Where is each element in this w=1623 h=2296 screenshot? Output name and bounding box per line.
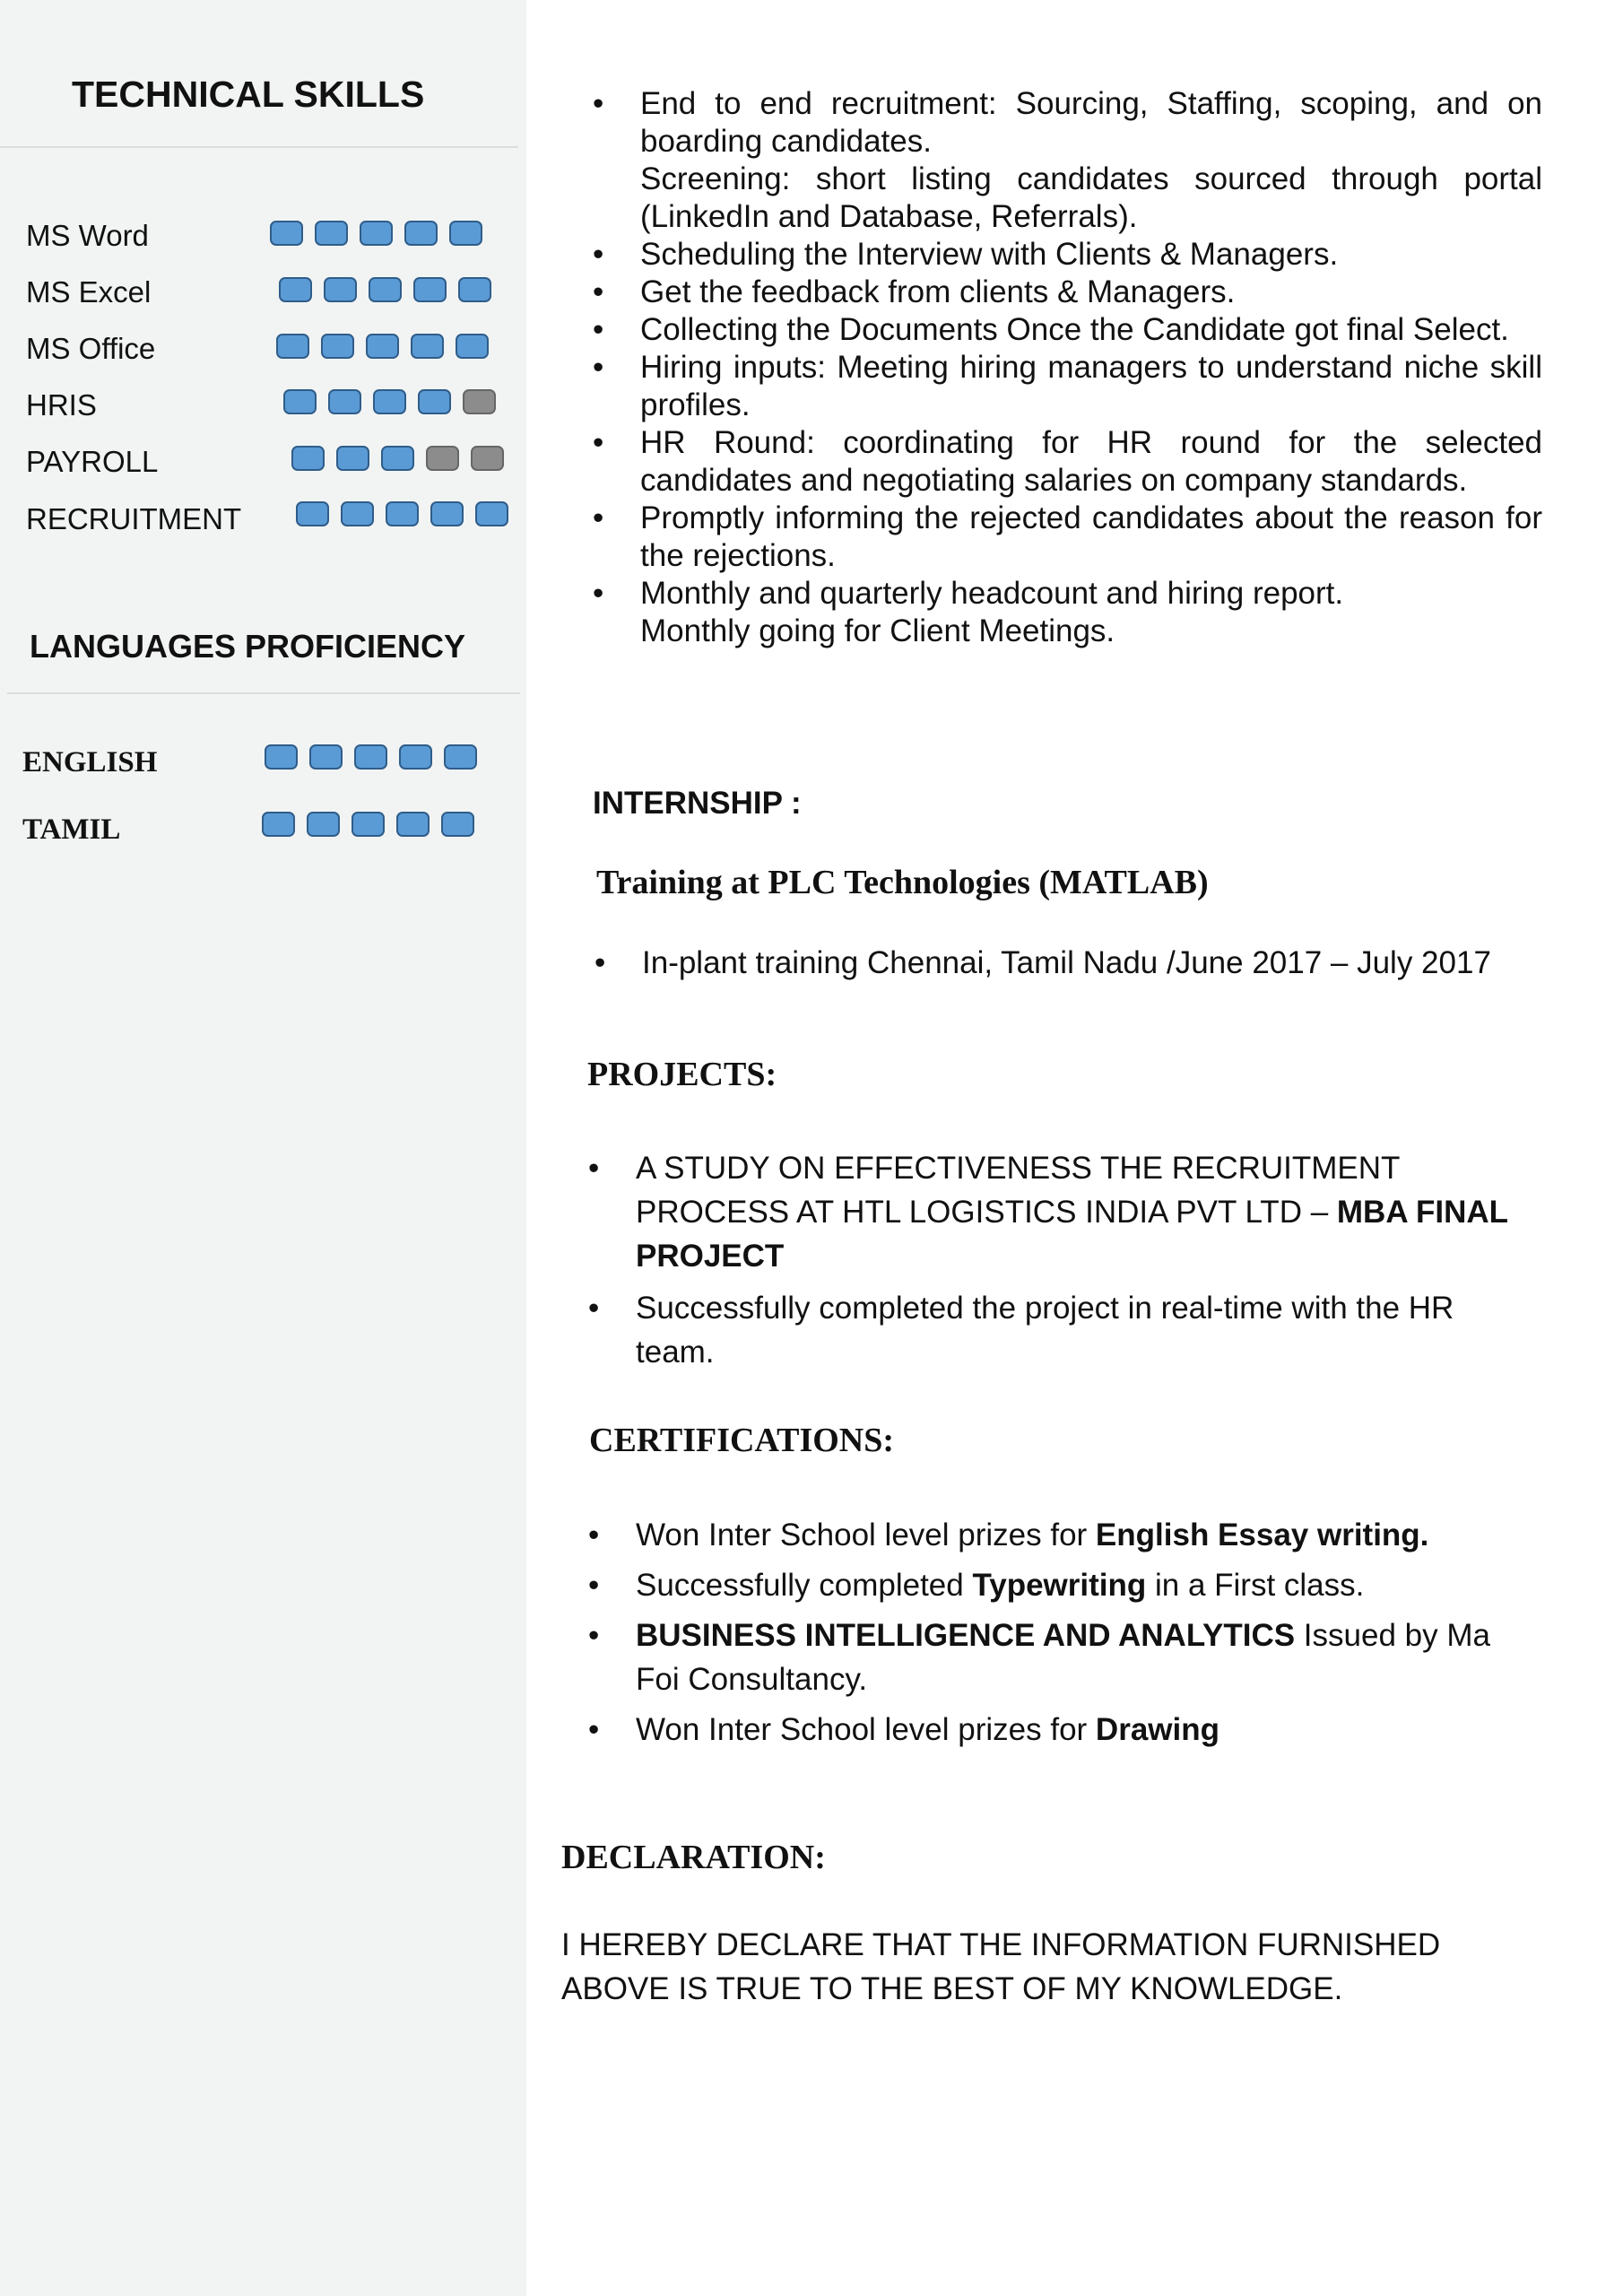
rating-dot-filled: [404, 221, 438, 246]
rating-dot-filled: [328, 389, 361, 414]
cert-text: Successfully completed: [636, 1568, 973, 1603]
rating-dot-filled: [315, 221, 348, 246]
language-rating: [265, 744, 477, 770]
cert-text: Issued by Ma Foi Consultancy.: [636, 1618, 1490, 1697]
list-item: • Successfully completed the project in real-time with the HR team.: [636, 1286, 1532, 1374]
rating-dot-filled: [307, 812, 340, 837]
rating-dot-empty: [471, 446, 504, 471]
divider: [7, 692, 520, 694]
rating-dot-filled: [381, 446, 414, 471]
rating-dot-filled: [296, 501, 329, 526]
rating-dot-filled: [336, 446, 369, 471]
rating-dot-filled: [265, 744, 298, 770]
rating-dot-filled: [366, 334, 399, 359]
rating-dot-filled: [341, 501, 374, 526]
list-item: Monthly going for Client Meetings.: [640, 613, 1115, 648]
list-item: [636, 1708, 1532, 1752]
skill-rating: [276, 334, 489, 359]
list-item: • In-plant training Chennai, Tamil Nadu /June 2017 – July 2017: [642, 944, 1593, 982]
rating-dot-filled: [309, 744, 343, 770]
list-item: [636, 1513, 1532, 1557]
cert-emphasis: Typewriting: [972, 1568, 1147, 1603]
rating-dot-filled: [270, 221, 303, 246]
skill-rating: [279, 277, 491, 302]
rating-dot-filled: [360, 221, 393, 246]
list-item: • Scheduling the Interview with Clients & Managers.: [640, 236, 1542, 274]
certifications-title: CERTIFICATIONS:: [589, 1422, 895, 1459]
list-item: • Promptly informing the rejected candidates about the reason for the rejections.: [640, 500, 1542, 575]
rating-dot-filled: [396, 812, 430, 837]
rating-dot-filled: [262, 812, 295, 837]
skill-rating: [296, 501, 508, 526]
rating-dot-empty: [463, 389, 496, 414]
rating-dot-filled: [475, 501, 508, 526]
list-item: [636, 1146, 1532, 1278]
rating-dot-filled: [283, 389, 317, 414]
list-item: • Monthly and quarterly headcount and hiring report.: [640, 575, 1542, 613]
rating-dot-filled: [354, 744, 387, 770]
rating-dot-filled: [386, 501, 419, 526]
skill-rating: [270, 221, 482, 246]
list-item: • Hiring inputs: Meeting hiring managers to understand niche skill profiles.: [640, 349, 1542, 424]
languages-title: LANGUAGES PROFICIENCY: [30, 628, 466, 665]
internship-list: [642, 944, 1593, 982]
internship-subtitle: Training at PLC Technologies (MATLAB): [596, 864, 1209, 901]
cert-text: Won Inter School level prizes for: [636, 1712, 1096, 1747]
skill-label: RECRUITMENT: [26, 502, 242, 535]
rating-dot-empty: [426, 446, 459, 471]
list-item: [636, 1563, 1532, 1607]
certifications-list: [636, 1513, 1532, 1758]
list-item: • End to end recruitment: Sourcing, Staffing, scoping, and on boarding candidates.: [640, 85, 1542, 161]
rating-dot-filled: [411, 334, 444, 359]
rating-dot-filled: [458, 277, 491, 302]
rating-dot-filled: [456, 334, 489, 359]
rating-dot-filled: [276, 334, 309, 359]
skill-label: MS Excel: [26, 275, 152, 309]
project-emphasis: MBA FINAL PROJECT: [636, 1195, 1508, 1274]
list-item: • Get the feedback from clients & Managers.: [640, 274, 1542, 311]
rating-dot-filled: [418, 389, 451, 414]
cert-emphasis: English Essay writing.: [1095, 1518, 1429, 1552]
responsibilities-list: [640, 85, 1542, 650]
project-text: A STUDY ON EFFECTIVENESS THE RECRUITMENT PROCESS AT HTL LOGISTICS INDIA PVT LTD –: [636, 1151, 1400, 1230]
skill-label: HRIS: [26, 388, 97, 422]
declaration-title: DECLARATION:: [561, 1839, 826, 1876]
cert-emphasis: BUSINESS INTELLIGENCE AND ANALYTICS: [636, 1618, 1296, 1653]
rating-dot-filled: [369, 277, 402, 302]
rating-dot-filled: [279, 277, 312, 302]
divider: [0, 146, 518, 148]
skill-label: MS Word: [26, 219, 149, 252]
cert-text: in a First class.: [1146, 1568, 1365, 1603]
language-label: TAMIL: [22, 813, 121, 846]
projects-list: [636, 1146, 1532, 1382]
internship-title: INTERNSHIP :: [593, 786, 802, 821]
language-label: ENGLISH: [22, 746, 158, 778]
projects-title: PROJECTS:: [587, 1056, 777, 1093]
cert-text: Won Inter School level prizes for: [636, 1518, 1096, 1552]
rating-dot-filled: [324, 277, 357, 302]
language-rating: [262, 812, 474, 837]
rating-dot-filled: [399, 744, 432, 770]
rating-dot-filled: [441, 812, 474, 837]
rating-dot-filled: [444, 744, 477, 770]
list-item: • HR Round: coordinating for HR round for the selected candidates and negotiating salaries on company standards.: [640, 424, 1542, 500]
skill-label: PAYROLL: [26, 445, 159, 478]
rating-dot-filled: [291, 446, 325, 471]
technical-skills-title: TECHNICAL SKILLS: [72, 74, 425, 115]
list-item: Screening: short listing candidates sourced through portal (LinkedIn and Database, Referrals).: [640, 161, 1542, 234]
sidebar: [0, 0, 526, 2296]
list-item: • Collecting the Documents Once the Candidate got final Select.: [640, 311, 1542, 349]
list-item: [636, 1613, 1532, 1701]
rating-dot-filled: [373, 389, 406, 414]
rating-dot-filled: [413, 277, 447, 302]
rating-dot-filled: [449, 221, 482, 246]
rating-dot-filled: [352, 812, 385, 837]
skill-label: MS Office: [26, 332, 156, 365]
skill-rating: [283, 389, 496, 414]
rating-dot-filled: [321, 334, 354, 359]
main-content: [556, 0, 1587, 2296]
cert-emphasis: Drawing: [1095, 1712, 1219, 1747]
rating-dot-filled: [430, 501, 464, 526]
skill-rating: [291, 446, 504, 471]
declaration-text: I HEREBY DECLARE THAT THE INFORMATION FURNISHED ABOVE IS TRUE TO THE BEST OF MY KNOWLEDGE.: [561, 1927, 1441, 2006]
